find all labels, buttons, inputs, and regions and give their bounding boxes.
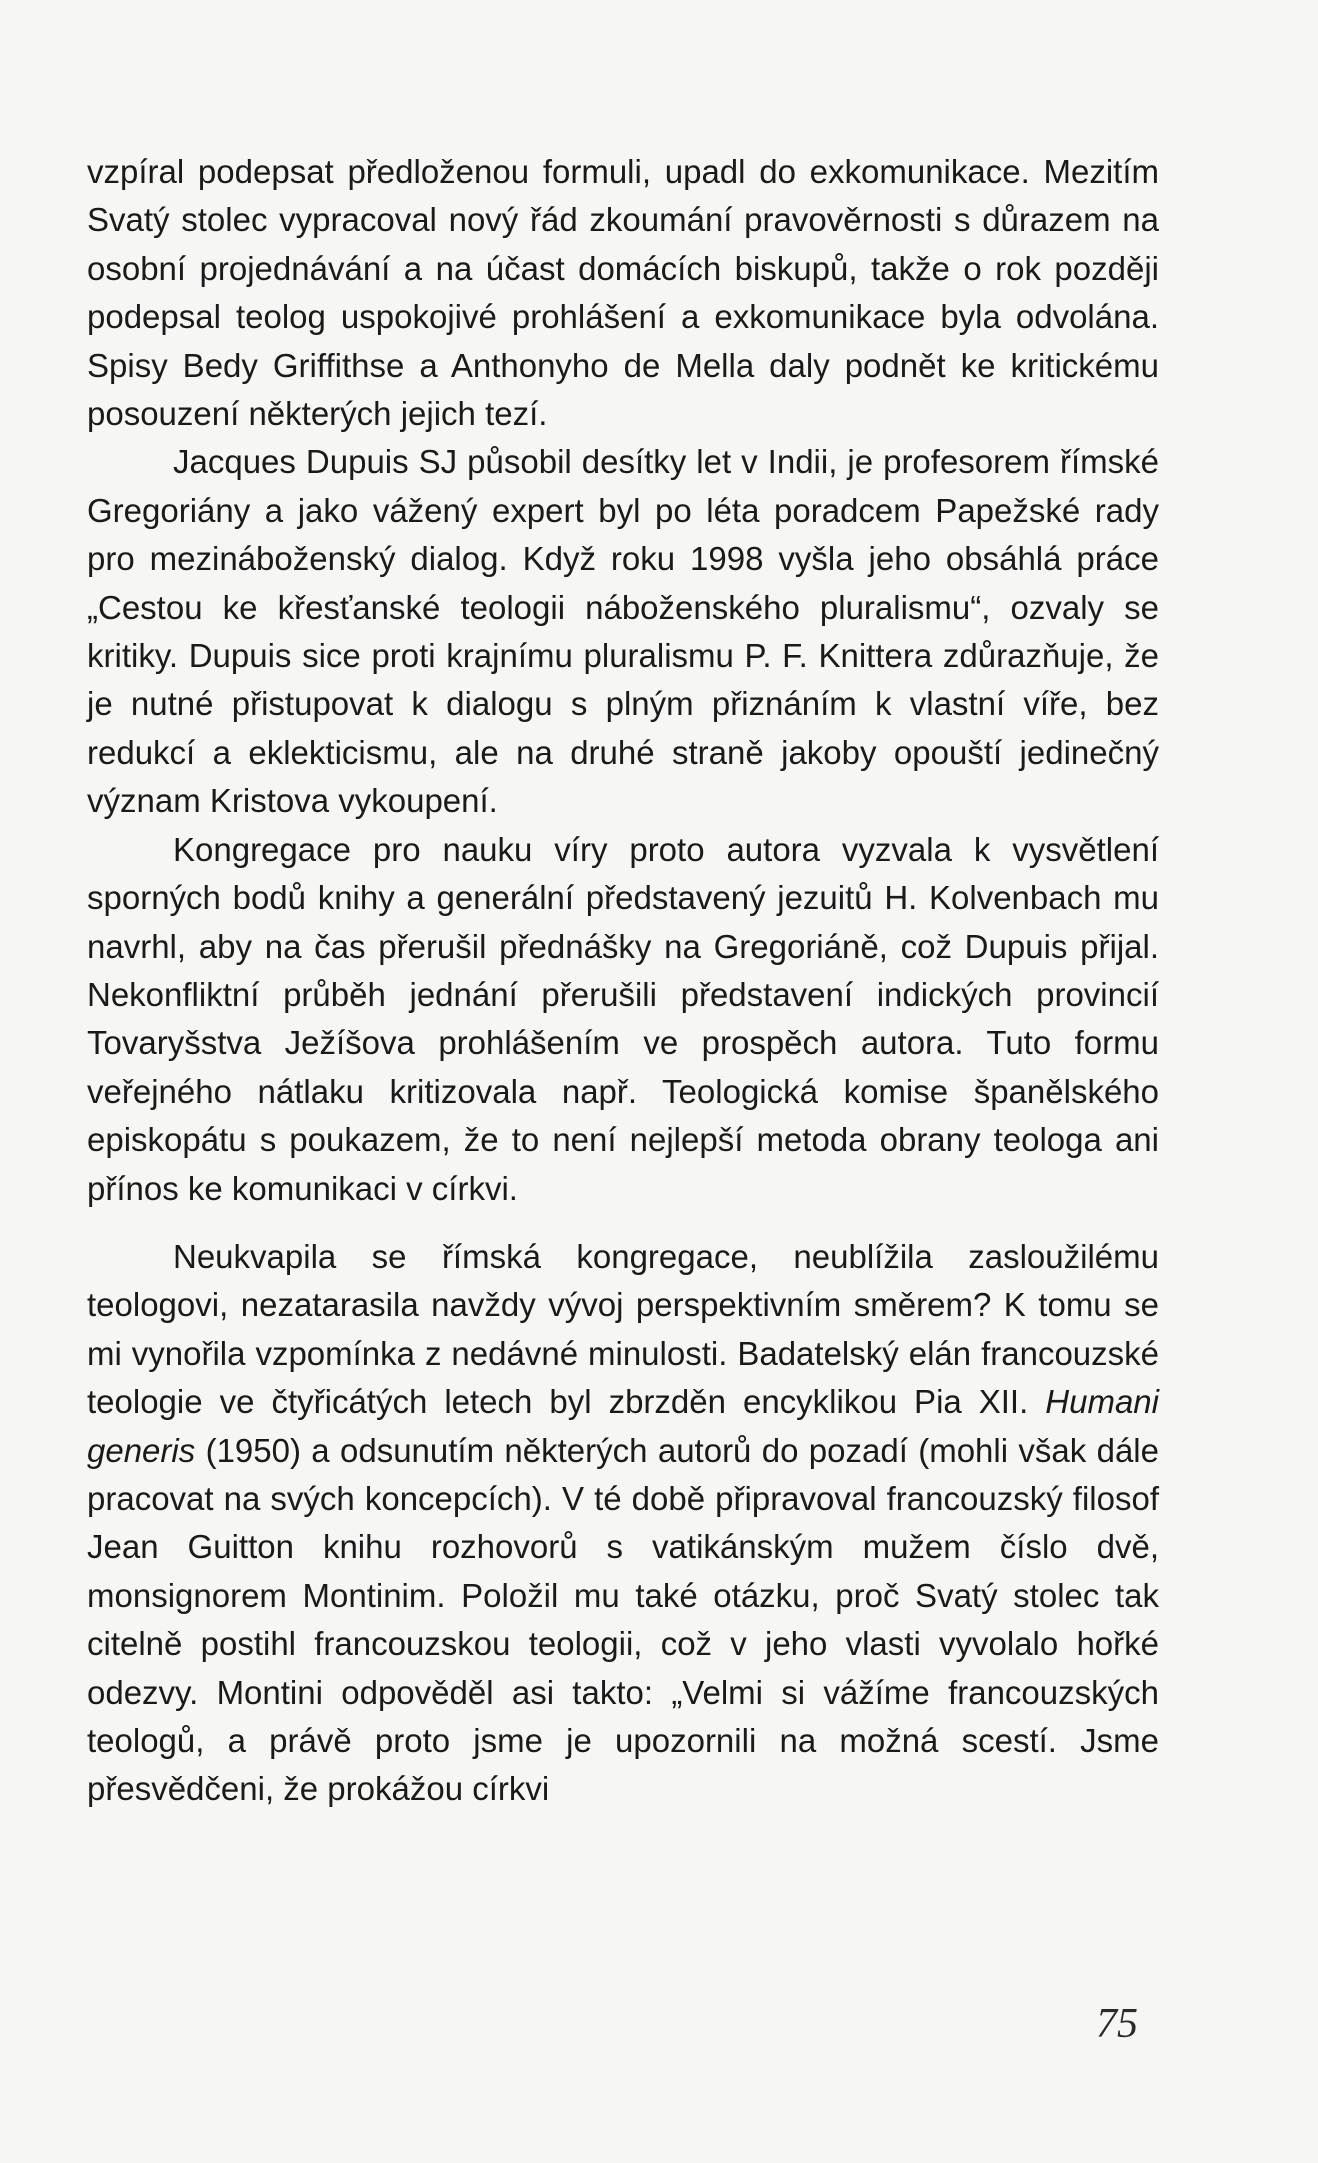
text-segment: vzpíral podepsat předloženou formuli, upadl do exkomunikace. Mezitím Svatý stolec vypracoval nový řád zkoumání pravověrnosti s důrazem na osobní projednávání a na účast domácích biskupů, takže o rok později podepsal teolog uspokojivé prohlášení a exkomunikace byla odvolána. Spisy Bedy Griffithse a Anthonyho de Mella daly podnět ke kritickému posouzení některých jejich tezí. [87,153,1159,433]
body-text [87,148,1159,1814]
italic-title: Humani generis [87,1383,1159,1469]
text-segment: Kongregace pro nauku víry proto autora vyzvala k vysvětlení sporných bodů knihy a generální představený jezuitů H. Kolvenbach mu navrhl, aby na čas přerušil přednášky na Gregoriáně, což Dupuis přijal. Nekonfliktní průběh jednání přerušili představení indických provincií Tovaryšstva Ježíšova prohlášením ve prospěch autora. Tuto formu veřejného nátlaku kritizovala např. Teologická komise španělského episkopátu s poukazem, že to není nejlepší metoda obrany teologa ani přínos ke komunikaci v církvi. [87,830,1159,1207]
paragraph-1 [87,148,1159,438]
text-segment: Jacques Dupuis SJ působil desítky let v Indii, je profesorem římské Gregoriány a jako vážený expert byl po léta poradcem Papežské rady pro mezináboženský dialog. Když roku 1998 vyšla jeho obsáhlá práce „Cestou ke křesťanské teologii náboženského pluralismu“, ozvaly se kritiky. Dupuis sice proti krajnímu pluralismu P. F. Knittera zdůrazňuje, že je nutné přistupovat k dialogu s plným přiznáním k vlastní víře, bez redukcí a eklekticismu, ale na druhé straně jakoby opouští jedinečný význam Kristova vykoupení. [87,443,1159,820]
text-segment: (1950) a odsunutím některých autorů do pozadí (mohli však dále pracovat na svých koncepcích). V té době připravoval francouzský filosof Jean Guitton knihu rozhovorů s vatikánským mužem číslo dvě, monsignorem Montinim. Položil mu také otázku, proč Svatý stolec tak citelně postihl francouzskou teologii, což v jeho vlasti vyvolalo hořké odezvy. Montini odpověděl asi takto: „Velmi si vážíme francouzských teologů, a právě proto jsme je upozornili na možná scestí. Jsme přesvědčeni, že prokážou církvi [87,1431,1159,1808]
paragraph-3 [87,826,1159,1213]
text-segment: Neukvapila se římská kongregace, neublížila zasloužilému teologovi, nezatarasila navždy vývoj perspektivním směrem? K tomu se mi vynořila vzpomínka z nedávné minulosti. Badatelský elán francouzské teologie ve čtyřicátých letech byl zbrzděn encyklikou Pia XII. [87,1237,1159,1421]
page-number: 75 [1096,2001,1138,2047]
paragraph-4 [87,1233,1159,1814]
paragraph-2 [87,438,1159,825]
